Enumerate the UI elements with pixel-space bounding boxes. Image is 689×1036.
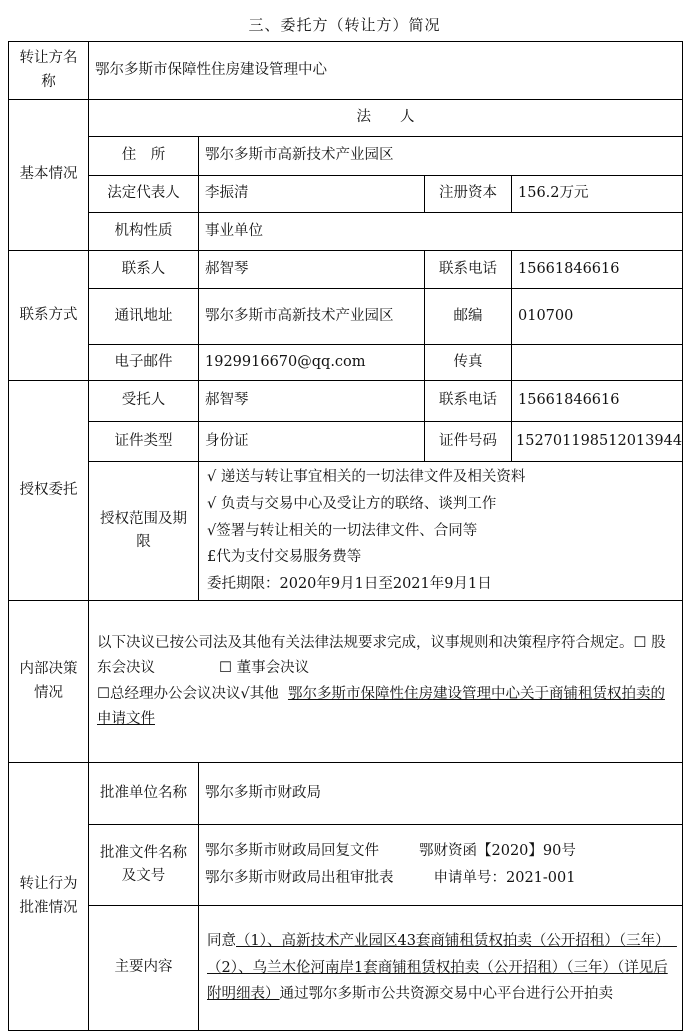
org-type-label: 机构性质 — [89, 213, 199, 251]
content-underlined: （1）、高新技术产业园区43套商铺租赁权拍卖（公开招租）（三年） （2）、乌兰木伦河南岸1套商铺租赁权拍卖（公开招租）（三年）（详见后附明细表） — [207, 932, 677, 1003]
agent-value: 郝智琴 — [199, 381, 425, 422]
opt-other: √其他 — [240, 685, 279, 702]
scope-item: √签署与转让相关的一切法律文件、合同等 — [207, 522, 478, 539]
decision-text: 以下决议已按公司法及其他有关法律法规要求完成，议事规则和决策程序符合规定。 — [97, 634, 634, 651]
other-document: 鄂尔多斯市保障性住房建设管理中心关于商铺租赁权拍卖的申请文件 — [97, 685, 665, 727]
id-type-value: 身份证 — [199, 422, 425, 462]
email-label: 电子邮件 — [89, 345, 199, 381]
scope-content — [199, 462, 683, 601]
approval-unit-value: 鄂尔多斯市财政局 — [199, 763, 683, 825]
zip-value: 010700 — [512, 289, 683, 345]
approval-doc-value — [199, 825, 683, 906]
contact-phone-value: 15661846616 — [512, 251, 683, 289]
section-title: 三、委托方（转让方）简况 — [248, 16, 441, 34]
doc1-name: 鄂尔多斯市财政局回复文件 — [205, 843, 379, 860]
id-number-label: 证件号码 — [425, 422, 512, 462]
internal-decision-label: 内部决策情况 — [9, 601, 89, 763]
main-content-value — [199, 906, 683, 1031]
doc2-number: 申请单号：2021-001 — [433, 870, 576, 887]
authorization-label: 授权委托 — [9, 381, 89, 601]
opt-board: ☐ 董事会决议 — [219, 660, 310, 677]
main-content-label: 主要内容 — [89, 906, 199, 1031]
opt-shareholder: ☐ 股东会决议 — [97, 634, 666, 677]
content-prefix: 同意 — [207, 932, 236, 949]
agent-phone-value: 15661846616 — [512, 381, 683, 422]
scope-item: £代为支付交易服务费等 — [207, 549, 362, 566]
contact-label: 联系方式 — [9, 251, 89, 381]
legal-rep-label: 法定代表人 — [89, 176, 199, 213]
opt-gm-office: ☐总经理办公会议决议 — [97, 685, 241, 702]
mail-address-value: 鄂尔多斯市高新技术产业园区 — [199, 289, 425, 345]
approval-unit-label: 批准单位名称 — [89, 763, 199, 825]
capital-value: 156.2万元 — [512, 176, 683, 213]
transferor-name-label: 转让方名称 — [9, 42, 89, 100]
id-type-label: 证件类型 — [89, 422, 199, 462]
zip-label: 邮编 — [425, 289, 512, 345]
contact-person-label: 联系人 — [89, 251, 199, 289]
mail-address-label: 通讯地址 — [89, 289, 199, 345]
email-value: 1929916670@qq.com — [199, 345, 425, 381]
scope-item: √ 递送与转让事宜相关的一切法律文件及相关资料 — [207, 469, 526, 485]
content-suffix: 通过鄂尔多斯市公共资源交易中心平台进行公开拍卖 — [279, 986, 613, 1003]
scope-label: 授权范围及期限 — [89, 462, 199, 601]
legal-entity: 法 人 — [89, 100, 683, 137]
doc1-number: 鄂财资函【2020】90号 — [419, 843, 576, 860]
authorization-period: 委托期限：2020年9月1日至2021年9月1日 — [207, 576, 492, 593]
id-number-value: 152701198512013944 — [512, 422, 683, 462]
approval-label: 转让行为批准情况 — [9, 763, 89, 1031]
legal-rep-value: 李振清 — [199, 176, 425, 213]
fax-value — [512, 345, 683, 381]
contact-phone-label: 联系电话 — [425, 251, 512, 289]
transferor-info-table — [8, 41, 683, 1031]
internal-decision-content — [89, 601, 683, 763]
transferor-name: 鄂尔多斯市保障性住房建设管理中心 — [89, 42, 683, 100]
contact-person-value: 郝智琴 — [199, 251, 425, 289]
doc2-name: 鄂尔多斯市财政局出租审批表 — [205, 870, 394, 887]
org-type-value: 事业单位 — [199, 213, 683, 251]
address-value: 鄂尔多斯市高新技术产业园区 — [199, 137, 683, 176]
capital-label: 注册资本 — [425, 176, 512, 213]
agent-phone-label: 联系电话 — [425, 381, 512, 422]
scope-item: √ 负责与交易中心及受让方的联络、谈判工作 — [207, 495, 497, 512]
agent-label: 受托人 — [89, 381, 199, 422]
fax-label: 传真 — [425, 345, 512, 381]
address-label: 住 所 — [89, 137, 199, 176]
basic-info-label: 基本情况 — [9, 100, 89, 251]
approval-doc-label: 批准文件名称及文号 — [89, 825, 199, 906]
